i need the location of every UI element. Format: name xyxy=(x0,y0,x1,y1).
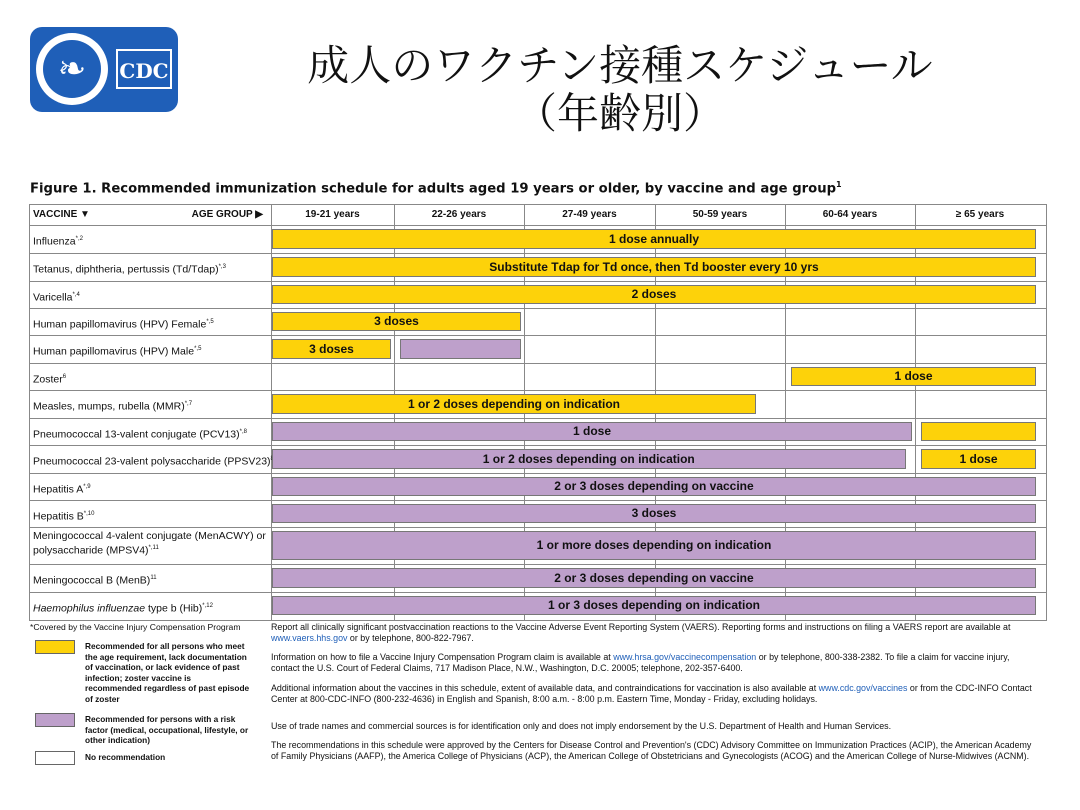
row-divider xyxy=(29,564,1047,565)
vaccine-name-italic: Haemophilus influenzae xyxy=(33,602,146,614)
dose-bar: 3 doses xyxy=(272,312,521,331)
row-divider xyxy=(29,418,1047,419)
title-line-2: （年齢別） xyxy=(514,89,725,138)
footnote: *,5 xyxy=(206,318,214,325)
dose-bar xyxy=(921,422,1036,441)
legend-text: No recommendation xyxy=(85,752,166,762)
footnote: 11 xyxy=(150,575,157,581)
footnote: *,4 xyxy=(72,291,80,298)
vaccine-name: Influenza$^{*,2}$ xyxy=(33,235,83,248)
dose-bar: 1 dose annually xyxy=(272,229,1036,249)
vaccine-name: Zoster$^6$ xyxy=(33,373,67,385)
dose-bar: 3 doses xyxy=(272,339,391,359)
row-divider xyxy=(29,253,1047,254)
dose-bar xyxy=(400,339,521,359)
info-paragraph: The recommendations in this schedule were approved by the Centers for Disease Control and Prevention's (CDC) Advisory Committee on Immunization Practices (ACIP), the American Academy of Family Physicians (AAFP), the America College of Physicians (ACP), the American College of Obstetricians and Gynecologists (ACOG) and the American College of Nurse-Midwives (ACNM). xyxy=(271,740,1032,761)
footnote: *,11 xyxy=(148,545,159,551)
table-border-bottom xyxy=(29,620,1047,621)
vaccine-name: Tetanus, diphtheria, pertussis (Td/Tdap)$^{*,3}$ xyxy=(33,263,226,276)
age-header: 19-21 years xyxy=(305,209,360,220)
vaccine-name: Human papillomavirus (HPV) Male$^{*,5}$ xyxy=(33,345,202,358)
footnote: *,3 xyxy=(218,264,226,270)
footnote: *,10 xyxy=(83,510,95,517)
row-divider xyxy=(29,308,1047,309)
row-divider xyxy=(29,500,1047,501)
age-group-header: AGE GROUP ▶ xyxy=(191,209,263,220)
legend-swatch xyxy=(35,713,75,727)
cdc-wordmark: CDC xyxy=(116,49,172,89)
vaccine-name: Human papillomavirus (HPV) Female$^{*,5}$ xyxy=(33,318,214,330)
hhs-seal xyxy=(36,33,108,105)
footnote: *,8 xyxy=(239,428,247,435)
row-divider xyxy=(29,527,1047,528)
dose-bar: 1 dose xyxy=(272,422,912,441)
age-header: 22-26 years xyxy=(431,209,487,220)
footnote: *,12 xyxy=(202,602,213,609)
vaccine-name: Hepatitis $A^{*,9}$ xyxy=(33,483,91,495)
dose-bar: 1 or 2 doses depending on indication xyxy=(272,449,906,469)
cdc-logo xyxy=(30,27,178,112)
footnote: *,2 xyxy=(75,236,83,242)
vaccine-name: Meningococcal B (MenB)$^{11}$ xyxy=(33,574,157,587)
dose-bar: 1 dose xyxy=(921,449,1036,469)
info-paragraph: Report all clinically significant postvaccination reactions to the Vaccine Adverse Event Reporting System (VAERS). Reporting forms and instructions on filing a VAERS report are available at www.vaers.hhs.gov or by telephone, 800-822-7967. xyxy=(271,622,1011,643)
vaccine-name: Varicella$^{*,4}$ xyxy=(33,291,80,303)
age-header: 60-64 years xyxy=(822,209,878,220)
row-divider xyxy=(29,592,1047,593)
footnote: *,9 xyxy=(83,483,91,490)
dose-bar: 1 or 3 doses depending on indication xyxy=(272,596,1036,615)
table-border-left xyxy=(29,204,30,620)
dose-bar: Substitute Tdap for Td once, then Td booster every 10 yrs xyxy=(272,257,1036,277)
vaccine-name: Hepatitis $B^{*,10}$ xyxy=(33,510,95,522)
vaccine-name: Pneumococcal 23-valent polysaccharide (PPSV23) xyxy=(33,453,274,468)
age-header: ≥ 65 years xyxy=(955,209,1005,220)
footnote: *,7 xyxy=(184,401,193,407)
info-paragraph: Additional information about the vaccines in this schedule, extent of available data, and contraindications for vaccination is also available at www.cdc.gov/vaccines or from the CDC-INFO Contact Center at 800-CDC-INFO (800-232-4636) in English and Spanish, 8:00 a.m. - 8:00 p.m. Eastern Time, Monday - Friday, excluding holidays. xyxy=(271,683,1032,704)
footnote: 6 xyxy=(62,373,67,380)
dose-bar: 3 doses xyxy=(272,504,1036,523)
vaccine-name: Meningococcal 4-valent conjugate (MenACWY) or polysaccharide (MPSV4)$^{*,11}$ xyxy=(33,530,266,557)
row-divider xyxy=(29,363,1047,364)
figure-title xyxy=(30,180,842,196)
info-link[interactable]: www.hrsa.gov/vaccinecompensation xyxy=(613,652,757,662)
legend-text: Recommended for all persons who meet the age requirement, lack documentation of vaccination, or lack evidence of past infection; zoster vaccine is recommended regardless of past episode of zoster xyxy=(85,641,250,704)
info-link[interactable]: www.cdc.gov/vaccines xyxy=(818,683,908,693)
vaccine-name: Measles, mumps, rubella (MMR)$^{*,7}$ xyxy=(33,400,193,413)
vaccine-column-header: VACCINE ▼ xyxy=(33,209,90,220)
info-paragraph: Use of trade names and commercial sources is for identification only and does not imply endorsement by the U.S. Department of Health and Human Services. xyxy=(271,721,892,731)
dose-bar: 2 or 3 doses depending on vaccine xyxy=(272,477,1036,496)
row-divider xyxy=(29,445,1047,446)
table-border-right xyxy=(1046,204,1047,620)
info-link[interactable]: www.vaers.hhs.gov xyxy=(271,633,348,643)
row-divider xyxy=(29,225,1047,226)
dose-bar: 1 or 2 doses depending on indication xyxy=(272,394,756,414)
footnote: *,5 xyxy=(194,346,202,352)
row-divider xyxy=(29,473,1047,474)
dose-bar: 2 doses xyxy=(272,285,1036,304)
age-header: 50-59 years xyxy=(692,209,748,220)
row-divider xyxy=(29,335,1047,336)
eagle-icon: ❧ xyxy=(43,40,101,98)
dose-bar: 1 or more doses depending on indication xyxy=(272,531,1036,560)
legend-note: *Covered by the Vaccine Injury Compensation Program xyxy=(30,622,241,632)
legend-swatch xyxy=(35,751,75,765)
dose-bar: 2 or 3 doses depending on vaccine xyxy=(272,568,1036,588)
page-title xyxy=(190,42,1050,138)
legend-text: Recommended for persons with a risk factor (medical, occupational, lifestyle, or other indication) xyxy=(85,714,249,745)
age-header: 27-49 years xyxy=(562,209,617,220)
legend-swatch xyxy=(35,640,75,654)
row-divider xyxy=(29,281,1047,282)
dose-bar: 1 dose xyxy=(791,367,1036,386)
schedule-table xyxy=(29,204,1047,620)
figure-title-text: Figure 1. Recommended immunization schedule for adults aged 19 years or older, by vaccine and age group xyxy=(30,181,837,197)
row-divider xyxy=(29,390,1047,391)
vaccine-name: Haemophilus influenzae type b (Hib)$^{*,12}$ xyxy=(33,602,213,614)
info-paragraph: Information on how to file a Vaccine Injury Compensation Program claim is available at www.hrsa.gov/vaccinecompensation or by telephone, 800-338-2382. To file a claim for vaccine injury, contact the U.S. Court of Federal Claims, 717 Madison Place, N.W., Washington, D.C. 20005; telephone, 202-357-6400. xyxy=(271,652,1010,673)
vaccine-name: Pneumococcal 13-valent conjugate $(PCV13)^{*,8}$ xyxy=(33,428,247,440)
figure-title-footnote: 1 xyxy=(836,180,842,189)
title-line-1: 成人のワクチン接種スケジュール xyxy=(307,41,933,90)
